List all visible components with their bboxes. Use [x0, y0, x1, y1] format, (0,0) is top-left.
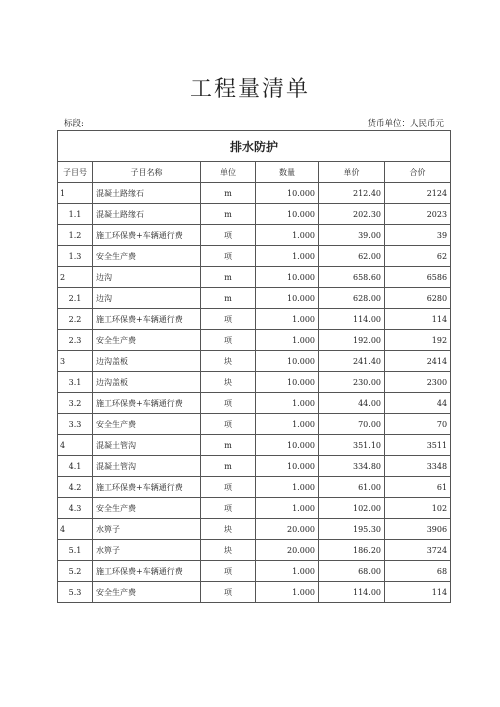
unit-price-cell: 186.20: [319, 540, 385, 561]
table-row: [58, 246, 451, 267]
unit-price-cell: 334.80: [319, 456, 385, 477]
item-name-cell: 水箅子: [93, 540, 201, 561]
quantity-cell: 1.000: [256, 330, 319, 351]
column-header-quantity: 数量: [256, 162, 319, 183]
table-row: [58, 456, 451, 477]
quantity-cell: 10.000: [256, 435, 319, 456]
item-code-cell: 2.3: [58, 330, 93, 351]
item-code-cell: 2: [58, 267, 93, 288]
unit-price-cell: 628.00: [319, 288, 385, 309]
quantity-cell: 1.000: [256, 414, 319, 435]
item-name-cell: 混凝土路缘石: [93, 183, 201, 204]
total-cell: 114: [385, 582, 451, 603]
item-code-cell: 3.1: [58, 372, 93, 393]
total-cell: 39: [385, 225, 451, 246]
table-header-row: [58, 162, 451, 183]
quantity-cell: 1.000: [256, 561, 319, 582]
table-row: [58, 582, 451, 603]
item-code-cell: 4: [58, 435, 93, 456]
unit-price-cell: 192.00: [319, 330, 385, 351]
unit-price-cell: 202.30: [319, 204, 385, 225]
table-row: [58, 519, 451, 540]
item-code-cell: 4.1: [58, 456, 93, 477]
column-header-unit: 单位: [201, 162, 256, 183]
unit-cell: m: [201, 204, 256, 225]
quantity-cell: 1.000: [256, 582, 319, 603]
table-row: [58, 477, 451, 498]
unit-cell: 块: [201, 351, 256, 372]
item-name-cell: 混凝土路缘石: [93, 204, 201, 225]
table-row: [58, 498, 451, 519]
unit-price-cell: 70.00: [319, 414, 385, 435]
quantity-cell: 10.000: [256, 183, 319, 204]
total-cell: 68: [385, 561, 451, 582]
currency-label: 货币单位：人民币元: [367, 119, 444, 129]
quantity-cell: 20.000: [256, 519, 319, 540]
item-name-cell: 混凝土管沟: [93, 456, 201, 477]
item-code-cell: 5.2: [58, 561, 93, 582]
unit-price-cell: 39.00: [319, 225, 385, 246]
item-name-cell: 边沟盖板: [93, 351, 201, 372]
unit-cell: 项: [201, 582, 256, 603]
total-cell: 6586: [385, 267, 451, 288]
unit-cell: 项: [201, 498, 256, 519]
item-code-cell: 2.2: [58, 309, 93, 330]
table-row: [58, 204, 451, 225]
unit-price-cell: 62.00: [319, 246, 385, 267]
column-header-name: 子目名称: [93, 162, 201, 183]
unit-price-cell: 212.40: [319, 183, 385, 204]
total-cell: 62: [385, 246, 451, 267]
table-row: [58, 225, 451, 246]
unit-cell: 块: [201, 519, 256, 540]
unit-cell: 项: [201, 414, 256, 435]
quantity-cell: 1.000: [256, 498, 319, 519]
unit-price-cell: 230.00: [319, 372, 385, 393]
quantity-cell: 1.000: [256, 309, 319, 330]
table-row: [58, 414, 451, 435]
unit-price-cell: 241.40: [319, 351, 385, 372]
unit-price-cell: 114.00: [319, 309, 385, 330]
item-name-cell: 施工环保费+车辆通行费: [93, 477, 201, 498]
item-code-cell: 1.2: [58, 225, 93, 246]
item-code-cell: 2.1: [58, 288, 93, 309]
unit-price-cell: 102.00: [319, 498, 385, 519]
item-code-cell: 4.3: [58, 498, 93, 519]
total-cell: 2414: [385, 351, 451, 372]
total-cell: 3906: [385, 519, 451, 540]
item-code-cell: 4.2: [58, 477, 93, 498]
unit-cell: 项: [201, 477, 256, 498]
unit-price-cell: 61.00: [319, 477, 385, 498]
item-name-cell: 安全生产费: [93, 498, 201, 519]
quantity-cell: 10.000: [256, 267, 319, 288]
total-cell: 6280: [385, 288, 451, 309]
item-code-cell: 1: [58, 183, 93, 204]
item-name-cell: 边沟: [93, 288, 201, 309]
unit-price-cell: 351.10: [319, 435, 385, 456]
quantity-cell: 1.000: [256, 393, 319, 414]
table-row: [58, 372, 451, 393]
column-header-code: 子目号: [58, 162, 93, 183]
unit-price-cell: 658.60: [319, 267, 385, 288]
item-name-cell: 施工环保费+车辆通行费: [93, 309, 201, 330]
total-cell: 2300: [385, 372, 451, 393]
total-cell: 2124: [385, 183, 451, 204]
item-name-cell: 安全生产费: [93, 330, 201, 351]
unit-cell: 项: [201, 225, 256, 246]
unit-price-cell: 44.00: [319, 393, 385, 414]
item-name-cell: 边沟盖板: [93, 372, 201, 393]
quantity-cell: 1.000: [256, 246, 319, 267]
quantity-cell: 1.000: [256, 477, 319, 498]
item-name-cell: 施工环保费+车辆通行费: [93, 393, 201, 414]
unit-cell: 块: [201, 372, 256, 393]
item-code-cell: 4: [58, 519, 93, 540]
quantity-cell: 20.000: [256, 540, 319, 561]
table-row: [58, 351, 451, 372]
unit-cell: 项: [201, 246, 256, 267]
quantity-cell: 10.000: [256, 351, 319, 372]
item-code-cell: 3: [58, 351, 93, 372]
unit-price-cell: 68.00: [319, 561, 385, 582]
total-cell: 61: [385, 477, 451, 498]
total-cell: 102: [385, 498, 451, 519]
item-name-cell: 安全生产费: [93, 414, 201, 435]
quantity-cell: 10.000: [256, 456, 319, 477]
unit-cell: 块: [201, 540, 256, 561]
unit-price-cell: 114.00: [319, 582, 385, 603]
unit-cell: 项: [201, 393, 256, 414]
bill-of-quantities-table: [57, 130, 451, 603]
unit-cell: m: [201, 435, 256, 456]
item-code-cell: 1.1: [58, 204, 93, 225]
item-name-cell: 混凝土管沟: [93, 435, 201, 456]
item-name-cell: 水箅子: [93, 519, 201, 540]
table-row: [58, 288, 451, 309]
total-cell: 3511: [385, 435, 451, 456]
unit-cell: m: [201, 183, 256, 204]
total-cell: 3348: [385, 456, 451, 477]
unit-cell: m: [201, 267, 256, 288]
item-code-cell: 3.3: [58, 414, 93, 435]
column-header-total: 合价: [385, 162, 451, 183]
table-row: [58, 309, 451, 330]
table-row: [58, 540, 451, 561]
total-cell: 192: [385, 330, 451, 351]
item-name-cell: 安全生产费: [93, 246, 201, 267]
total-cell: 70: [385, 414, 451, 435]
unit-cell: 项: [201, 330, 256, 351]
total-cell: 2023: [385, 204, 451, 225]
item-name-cell: 施工环保费+车辆通行费: [93, 225, 201, 246]
item-name-cell: 安全生产费: [93, 582, 201, 603]
quantity-cell: 1.000: [256, 225, 319, 246]
unit-cell: 项: [201, 561, 256, 582]
quantity-cell: 10.000: [256, 288, 319, 309]
section-title: 排水防护: [58, 131, 451, 162]
total-cell: 44: [385, 393, 451, 414]
total-cell: 114: [385, 309, 451, 330]
column-header-unit-price: 单价: [319, 162, 385, 183]
table-row: [58, 267, 451, 288]
quantity-cell: 10.000: [256, 204, 319, 225]
bid-section-label: 标段:: [64, 119, 84, 129]
item-code-cell: 5.3: [58, 582, 93, 603]
document-title: 工程量清单: [189, 77, 310, 102]
unit-price-cell: 195.30: [319, 519, 385, 540]
total-cell: 3724: [385, 540, 451, 561]
item-name-cell: 施工环保费+车辆通行费: [93, 561, 201, 582]
table-row: [58, 183, 451, 204]
item-code-cell: 3.2: [58, 393, 93, 414]
unit-cell: m: [201, 288, 256, 309]
table-row: [58, 330, 451, 351]
table-row: [58, 435, 451, 456]
unit-cell: m: [201, 456, 256, 477]
item-code-cell: 1.3: [58, 246, 93, 267]
table-row: [58, 393, 451, 414]
table-row: [58, 561, 451, 582]
unit-cell: 项: [201, 309, 256, 330]
item-name-cell: 边沟: [93, 267, 201, 288]
quantity-cell: 10.000: [256, 372, 319, 393]
item-code-cell: 5.1: [58, 540, 93, 561]
